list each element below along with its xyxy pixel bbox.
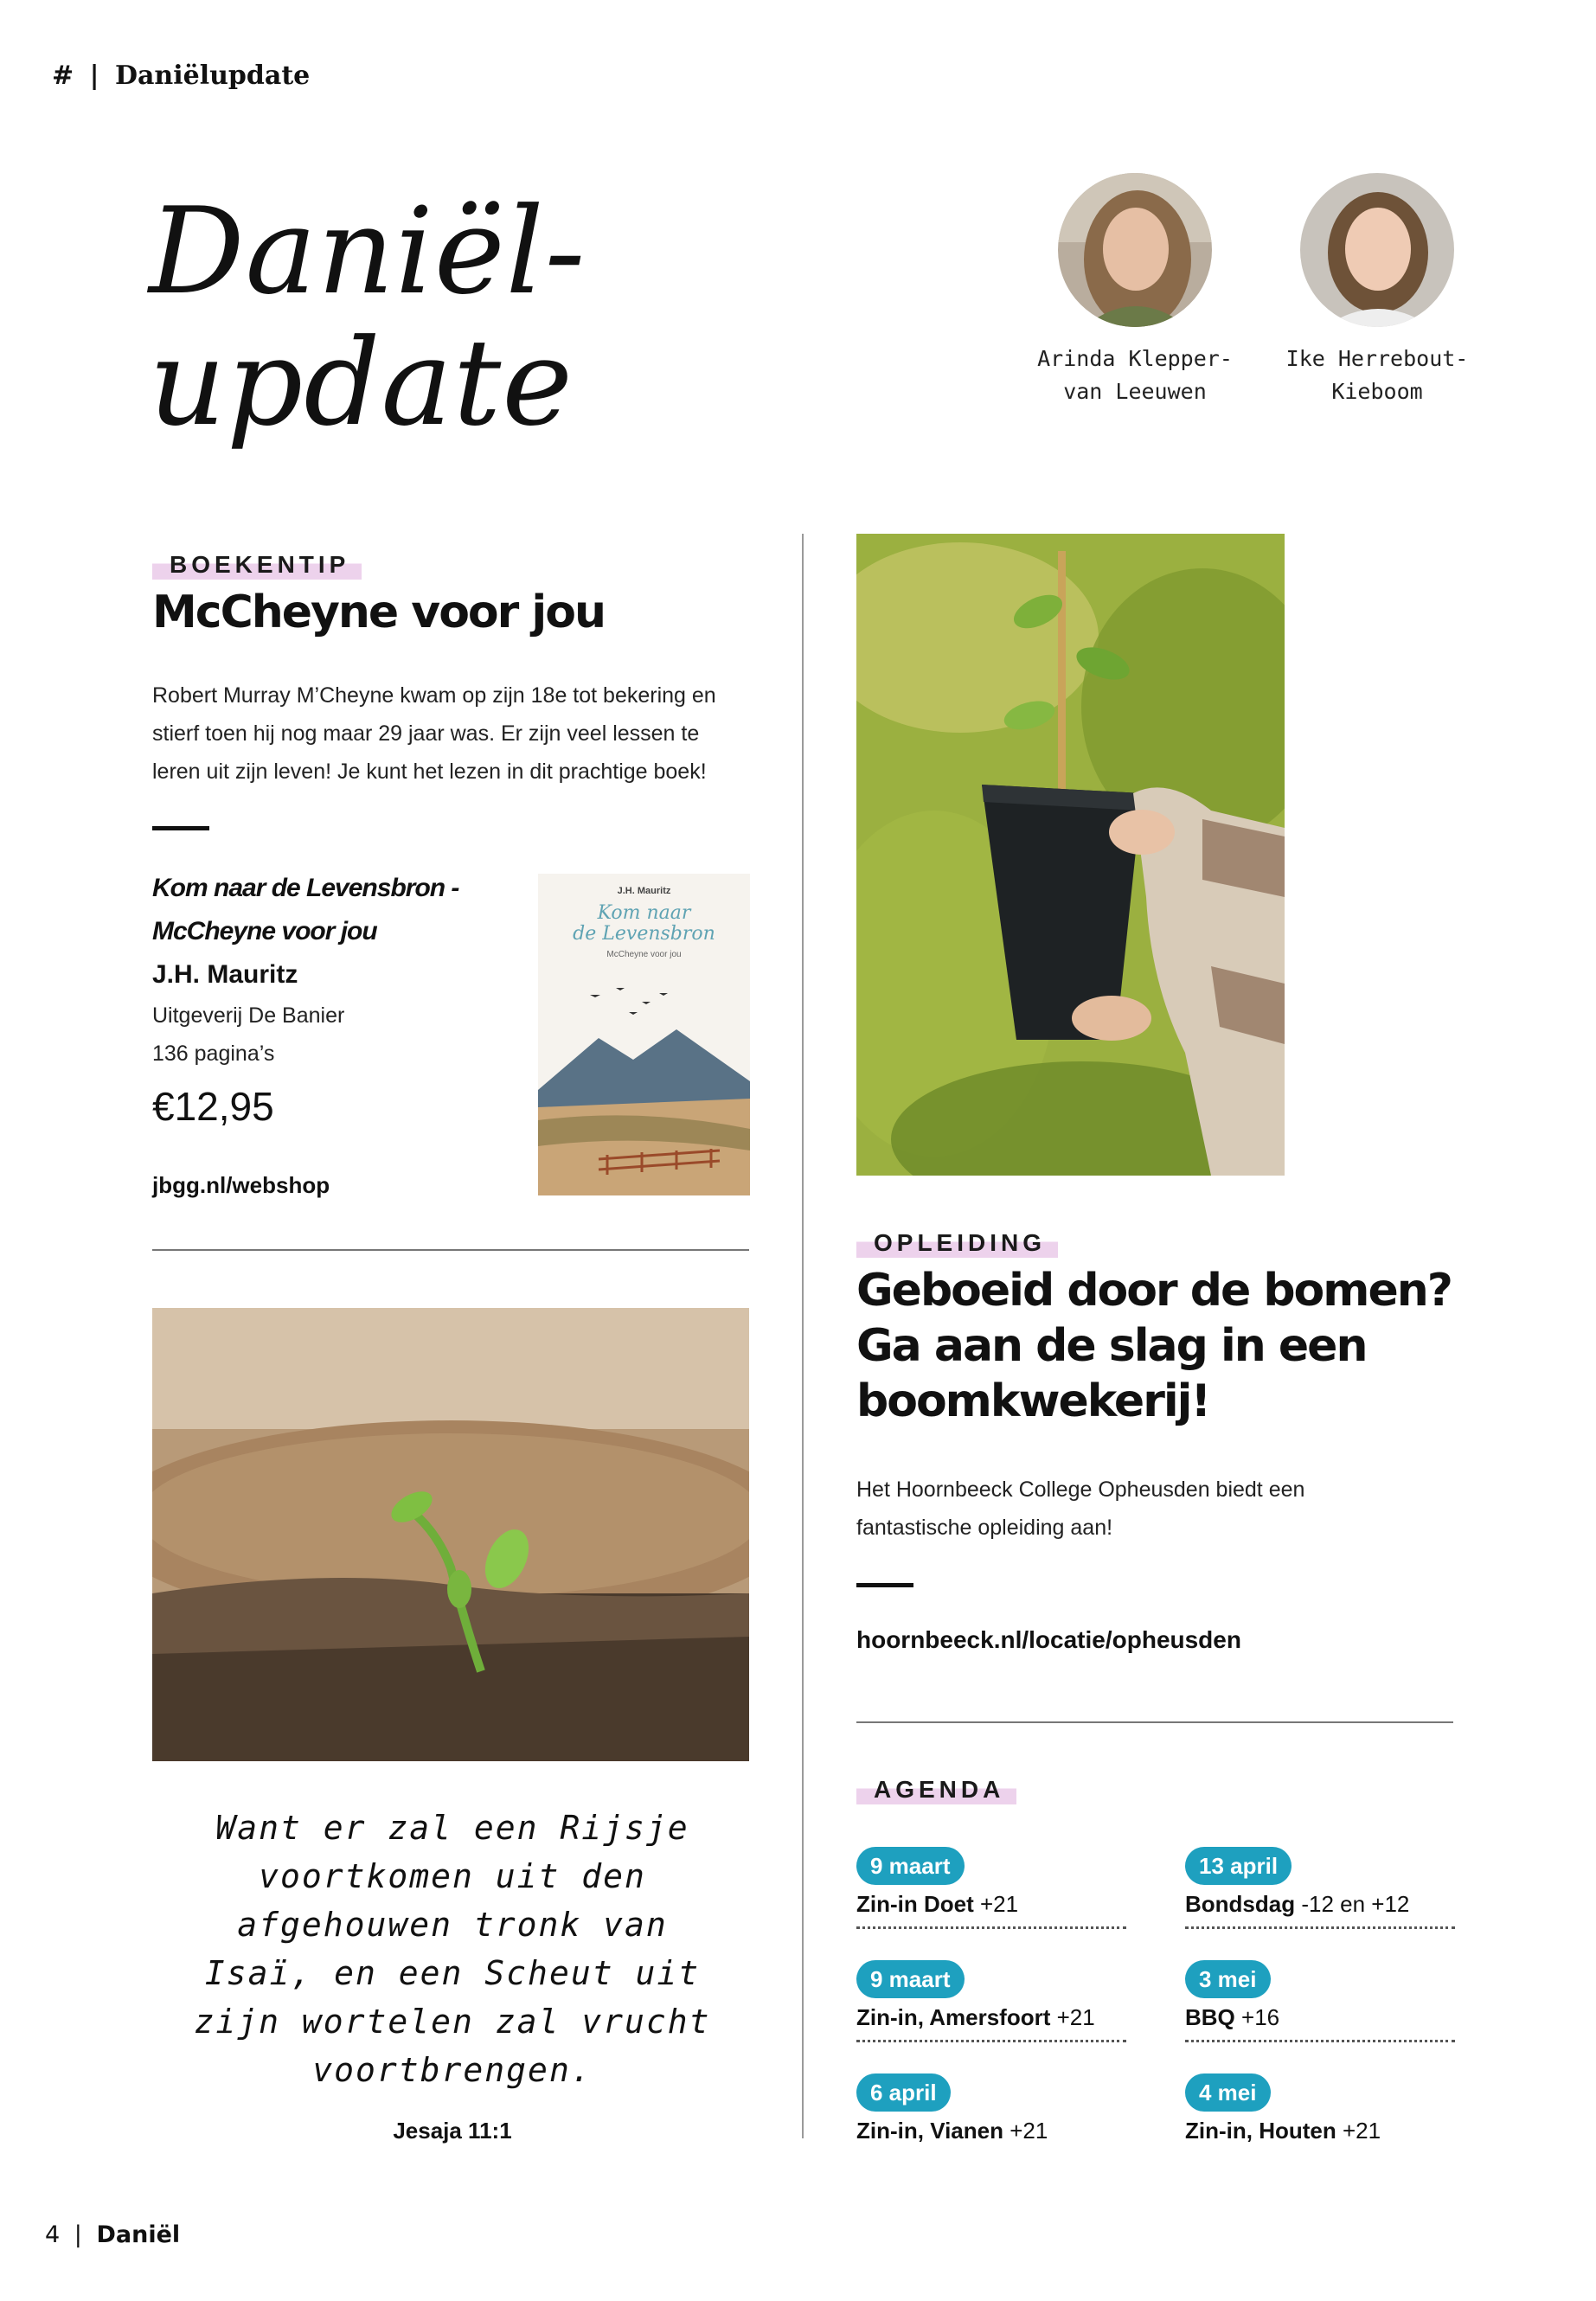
agenda-date: 9 maart xyxy=(856,1960,965,1998)
agenda-item xyxy=(856,1960,1126,2042)
author-name-line-2: Kieboom xyxy=(1331,379,1423,404)
agenda-age: -12 en +12 xyxy=(1301,1891,1410,1917)
short-divider xyxy=(856,1583,913,1587)
dotted-divider xyxy=(856,2040,1126,2042)
opleiding-body xyxy=(856,1471,1462,1547)
body-line: leren uit zijn leven! Je kunt het lezen in dit prachtige boek! xyxy=(152,760,707,784)
agenda-date: 3 mei xyxy=(1185,1960,1271,1998)
footer-separator: | xyxy=(74,2221,82,2248)
section-name: Daniëlupdate xyxy=(114,61,311,91)
cover-title-line-1: Kom naar xyxy=(597,902,691,924)
quote-line: Isaï, en een Scheut uit xyxy=(204,1954,701,1992)
page-title xyxy=(149,182,586,452)
hash-mark: # xyxy=(52,61,74,91)
heading-line: Ga aan de slag in een xyxy=(856,1320,1367,1372)
book-price: €12,95 xyxy=(152,1084,274,1129)
bible-quote xyxy=(154,1804,751,2094)
quote-line: voortbrengen. xyxy=(312,2051,593,2089)
author-arinda xyxy=(1014,173,1256,408)
title-line-1: Daniël- xyxy=(149,182,586,321)
quote-line: voortkomen uit den xyxy=(259,1857,646,1895)
agenda-age: +21 xyxy=(1010,2118,1048,2144)
author-name-line-1: Ike Herrebout- xyxy=(1285,346,1469,371)
agenda-age: +21 xyxy=(1342,2118,1381,2144)
agenda-age: +16 xyxy=(1241,2004,1280,2030)
book-info xyxy=(152,867,516,1137)
title-line-2: update xyxy=(149,313,574,452)
cover-title-line-2: de Levensbron xyxy=(573,923,715,945)
author-name-line-2: van Leeuwen xyxy=(1063,379,1207,404)
section-divider xyxy=(856,1721,1453,1723)
author-photo xyxy=(1300,173,1454,327)
boekentip-body xyxy=(152,676,775,791)
boekentip-tag-wrap xyxy=(152,550,362,580)
short-divider xyxy=(152,826,209,830)
heading-line: Geboeid door de bomen? xyxy=(856,1265,1452,1317)
dotted-divider xyxy=(1185,2040,1455,2042)
body-line: Robert Murray M’Cheyne kwam op zijn 18e tot bekering en xyxy=(152,683,716,708)
book-title-line-2: McCheyne voor jou xyxy=(152,917,377,945)
boekentip-tag: BOEKENTIP xyxy=(152,550,362,580)
page-footer xyxy=(45,2221,180,2248)
author-ike xyxy=(1256,173,1498,408)
dotted-divider xyxy=(856,1926,1126,1929)
body-line: fantastische opleiding aan! xyxy=(856,1516,1113,1540)
agenda-tag: AGENDA xyxy=(856,1775,1016,1804)
book-title-line-1: Kom naar de Levensbron - xyxy=(152,874,459,902)
author-photo xyxy=(1058,173,1212,327)
magazine-name: Daniël xyxy=(96,2221,181,2248)
agenda-item xyxy=(1185,2073,1455,2146)
section-divider xyxy=(152,1249,749,1251)
book-publisher: Uitgeverij De Banier xyxy=(152,1003,345,1028)
quote-line: Want er zal een Rijsje xyxy=(215,1809,689,1847)
agenda-event: Zin-in, Houten xyxy=(1185,2118,1336,2144)
header-separator: | xyxy=(89,61,99,91)
opleiding-tag: OPLEIDING xyxy=(856,1228,1058,1258)
sprout-photo xyxy=(152,1308,749,1761)
agenda-event: Zin-in Doet xyxy=(856,1891,974,1917)
running-header xyxy=(52,61,310,91)
quote-line: zijn wortelen zal vrucht xyxy=(194,2003,711,2041)
quote-line: afgehouwen tronk van xyxy=(237,1906,668,1944)
body-line: stierf toen hij nog maar 29 jaar was. Er zijn veel lessen te xyxy=(152,721,700,746)
agenda-date: 4 mei xyxy=(1185,2073,1271,2112)
agenda-event: Zin-in, Vianen xyxy=(856,2118,1003,2144)
heading-line: boomkwekerij! xyxy=(856,1375,1210,1427)
tree-pot-photo xyxy=(856,534,1285,1176)
agenda-item xyxy=(856,2073,1126,2146)
hoornbeeck-link[interactable]: hoornbeeck.nl/locatie/opheusden xyxy=(856,1626,1241,1653)
book-pages: 136 pagina’s xyxy=(152,1042,275,1066)
agenda-item xyxy=(1185,1960,1455,2042)
column-divider xyxy=(802,534,804,2138)
agenda-event: BBQ xyxy=(1185,2004,1235,2030)
agenda-date: 9 maart xyxy=(856,1847,965,1885)
book-author: J.H. Mauritz xyxy=(152,960,298,989)
page-number: 4 xyxy=(45,2221,61,2248)
agenda-event: Bondsdag xyxy=(1185,1891,1296,1917)
agenda-tag-wrap xyxy=(856,1775,1016,1804)
quote-reference: Jesaja 11:1 xyxy=(393,2118,512,2144)
agenda-date: 6 april xyxy=(856,2073,951,2112)
opleiding-tag-wrap xyxy=(856,1228,1058,1258)
agenda-age: +21 xyxy=(1056,2004,1095,2030)
agenda-item xyxy=(856,1847,1126,1929)
dotted-divider xyxy=(1185,1926,1455,1929)
opleiding-heading xyxy=(856,1263,1452,1429)
cover-landscape-illustration xyxy=(538,977,750,1195)
agenda-item xyxy=(1185,1847,1455,1929)
boekentip-heading: McCheyne voor jou xyxy=(152,586,605,638)
body-line: Het Hoornbeeck College Opheusden biedt een xyxy=(856,1477,1305,1502)
cover-author: J.H. Mauritz xyxy=(617,886,671,896)
agenda-date: 13 april xyxy=(1185,1847,1292,1885)
agenda-age: +21 xyxy=(980,1891,1019,1917)
author-name-line-1: Arinda Klepper- xyxy=(1037,346,1233,371)
cover-subtitle: McCheyne voor jou xyxy=(606,950,682,959)
book-cover xyxy=(538,874,750,1195)
cover-title xyxy=(538,903,750,945)
agenda-event: Zin-in, Amersfoort xyxy=(856,2004,1051,2030)
webshop-link[interactable]: jbgg.nl/webshop xyxy=(152,1172,330,1198)
